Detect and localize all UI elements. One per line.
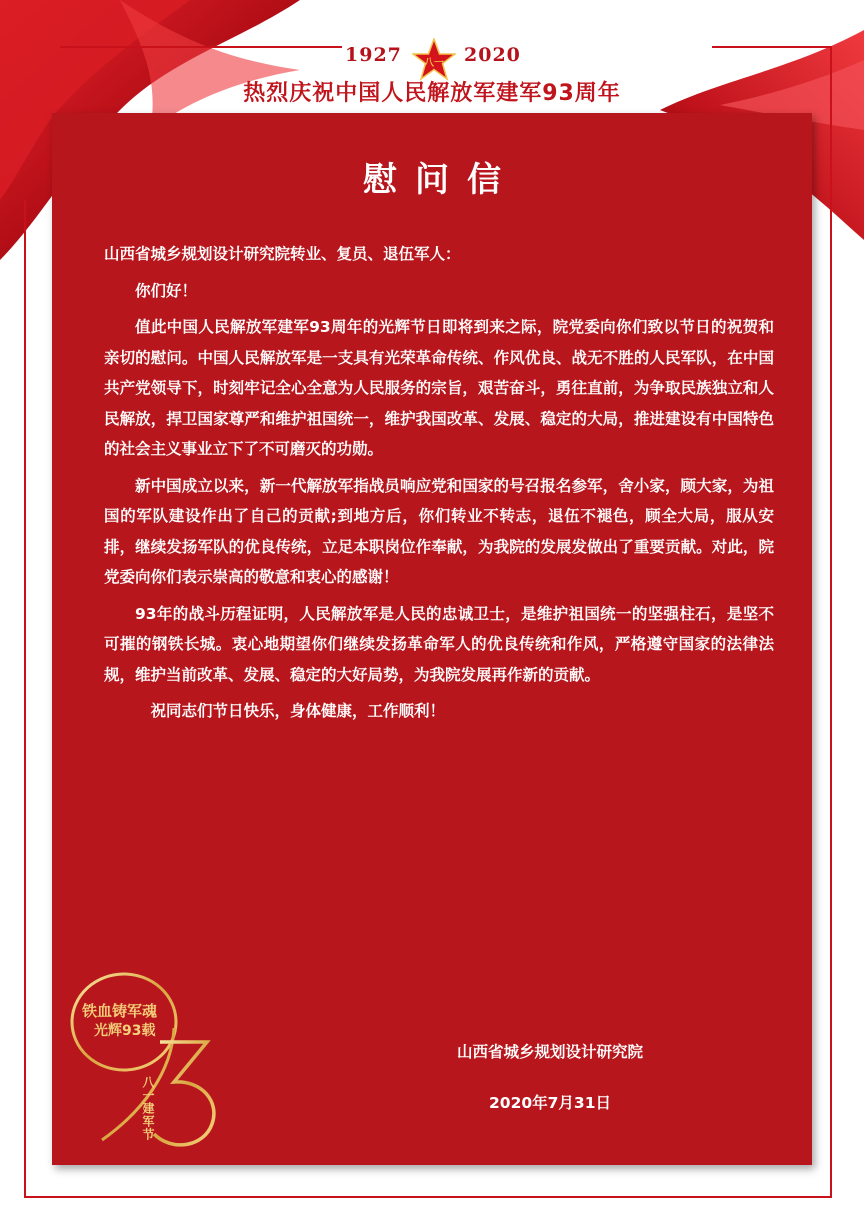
letter-title: 慰问信 [363, 160, 519, 200]
header-years [0, 38, 864, 78]
letter-body [104, 239, 774, 727]
letter-salutation: 山西省城乡规划设计研究院转业、复员、退伍军人： [104, 245, 461, 263]
signature-date: 2020年7月31日 [489, 1094, 611, 1112]
letter-greeting: 你们好！ [135, 281, 198, 300]
emblem-vertical-text: 八一建军节 [141, 1076, 155, 1141]
letter-paragraph-3: 93年的战斗历程证明，人民解放军是人民的忠诚卫士，是维护祖国统一的坚强柱石，是坚不可摧的钢铁长城。衷心地期望你们继续发扬革命军人的优良传统和作风，严格遵守国家的法律法规，维护当前改革、发展、稳定的大好局势，为我院发展再作新的贡献。 [104, 604, 774, 684]
emblem-line-1: 铁血铸军魂 [82, 1002, 158, 1020]
letter-closing: 祝同志们节日快乐，身体健康，工作顺利！ [150, 702, 446, 720]
year-end: 2020 [464, 44, 521, 66]
frame-line-bottom [24, 1196, 832, 1198]
year-start: 1927 [345, 44, 402, 66]
signature-organization: 山西省城乡规划设计研究院 [456, 1043, 643, 1061]
letter-paragraph-2: 新中国成立以来，新一代解放军指战员响应党和国家的号召报名参军，舍小家，顾大家，为祖国的军队建设作出了自己的贡献;到地方后，你们转业不转志，退伍不褪色，顾全大局，服从安排，继续发扬军队的优良传统，立足本职岗位作奉献，为我院的发展发做出了重要贡献。对此，院党委向你们表示崇高的敬意和衷心的感谢！ [104, 476, 774, 586]
frame-line-right [830, 46, 832, 1198]
letter-paragraph-1: 值此中国人民解放军建军93周年的光辉节日即将到来之际，院党委向你们致以节日的祝贺和亲切的慰问。中国人民解放军是一支具有光荣革命传统、作风优良、战无不胜的人民军队，在中国共产党领导下，时刻牢记全心全意为人民服务的宗旨，艰苦奋斗，勇往直前，为争取民族独立和人民解放，捍卫国家尊严和维护祖国统一，维护我国改革、发展、稳定的大局，推进建设有中国特色的社会主义事业立下了不可磨灭的功勋。 [104, 318, 774, 458]
emblem-line-2: 光辉93载 [94, 1023, 156, 1039]
frame-line-left [24, 200, 26, 1198]
header-banner-title: 热烈庆祝中国人民解放军建军93周年 [243, 81, 621, 106]
emblem-char: 八一 [424, 58, 444, 69]
